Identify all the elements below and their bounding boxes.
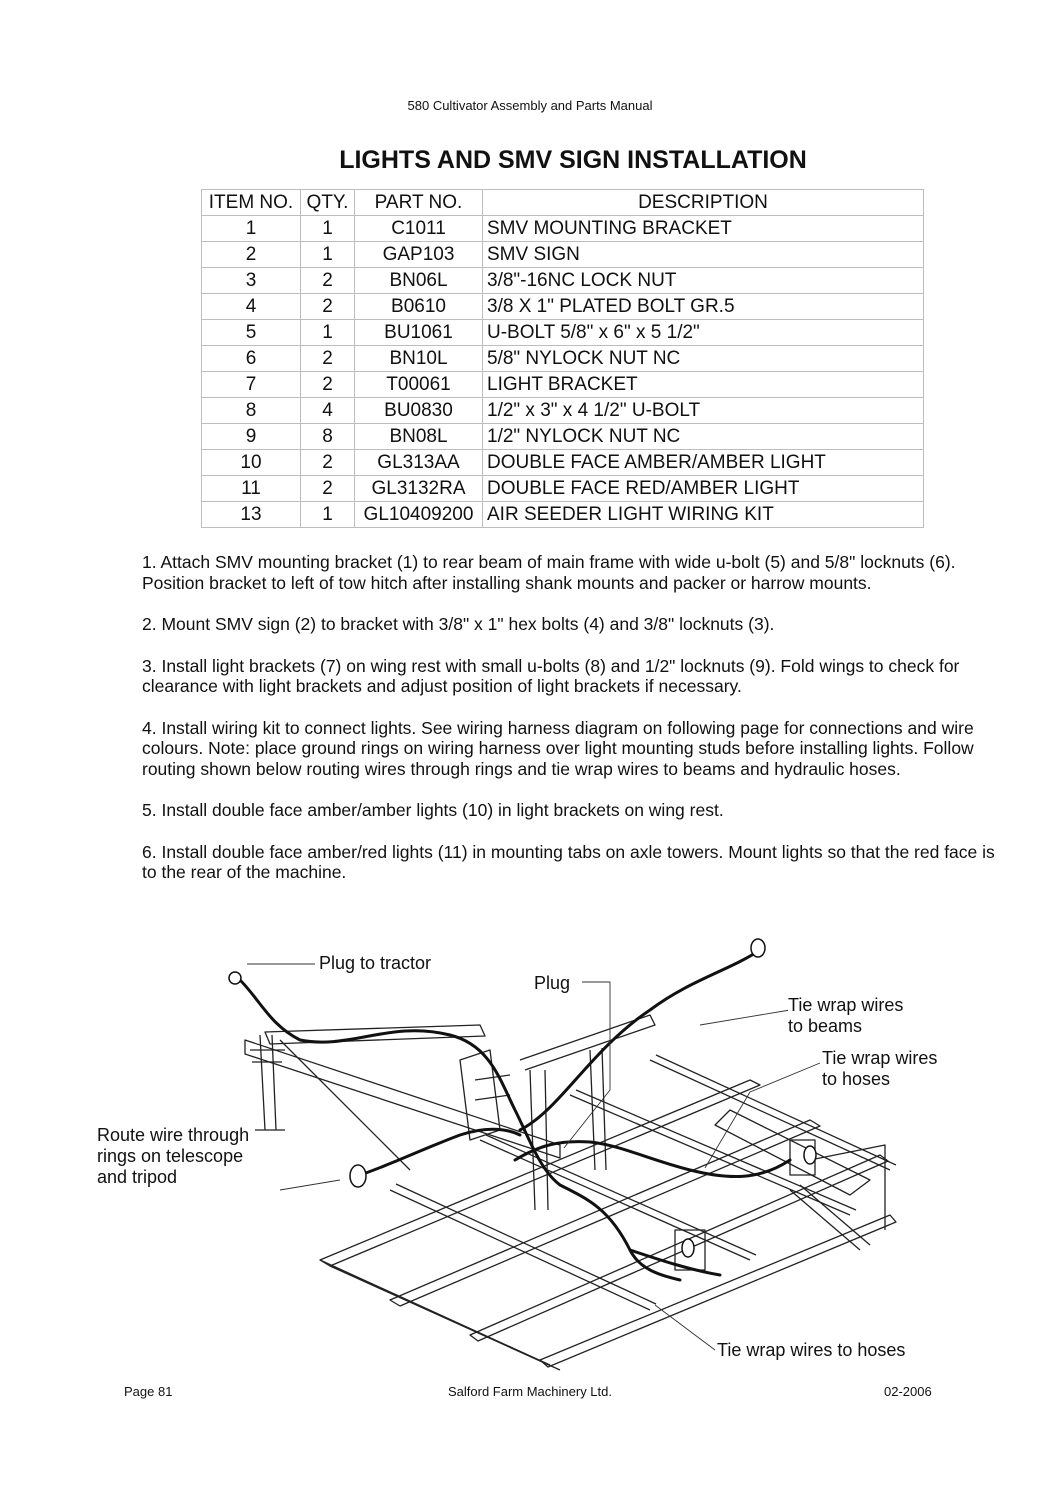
description: LIGHT BRACKET	[483, 372, 924, 398]
manual-header: 580 Cultivator Assembly and Parts Manual	[407, 98, 653, 113]
part-no: C1011	[355, 216, 483, 242]
item-no: 7	[202, 372, 301, 398]
item-no: 6	[202, 346, 301, 372]
description: 1/2" NYLOCK NUT NC	[483, 424, 924, 450]
callout-tie-wrap-hoses-line1: Tie wrap wires	[822, 1048, 938, 1068]
footer-date: 02-2006	[884, 1384, 932, 1399]
description: DOUBLE FACE RED/AMBER LIGHT	[483, 476, 924, 502]
item-no: 10	[202, 450, 301, 476]
description: SMV MOUNTING BRACKET	[483, 216, 924, 242]
description: 3/8 X 1" PLATED BOLT GR.5	[483, 294, 924, 320]
table-row	[202, 346, 924, 372]
callout-tie-wrap-hoses-bottom: Tie wrap wires to hoses	[717, 1340, 906, 1360]
qty: 2	[301, 476, 355, 502]
item-no: 11	[202, 476, 301, 502]
callout-tie-wrap-beams-line2: to beams	[788, 1016, 863, 1036]
table-row	[202, 398, 924, 424]
qty: 1	[301, 242, 355, 268]
callout-route-wire-line1: Route wire through	[97, 1125, 250, 1145]
instruction-step-2: 2. Mount SMV sign (2) to bracket with 3/8" x 1" hex bolts (4) and 3/8" locknuts (3).	[142, 614, 775, 634]
part-no: GL10409200	[355, 502, 483, 528]
item-no: 3	[202, 268, 301, 294]
description: 5/8" NYLOCK NUT NC	[483, 346, 924, 372]
description: 3/8"-16NC LOCK NUT	[483, 268, 924, 294]
callout-route-wire-line2: rings on telescope	[97, 1146, 244, 1166]
table-header-row	[202, 190, 924, 216]
table-row	[202, 372, 924, 398]
header-description: DESCRIPTION	[483, 190, 924, 216]
qty: 1	[301, 320, 355, 346]
part-no: BU1061	[355, 320, 483, 346]
item-no: 9	[202, 424, 301, 450]
table-row	[202, 476, 924, 502]
qty: 1	[301, 216, 355, 242]
callout-tie-wrap-beams-line1: Tie wrap wires	[788, 995, 904, 1015]
table-row	[202, 424, 924, 450]
part-no: T00061	[355, 372, 483, 398]
page-title: LIGHTS AND SMV SIGN INSTALLATION	[339, 146, 807, 174]
part-no: GL3132RA	[355, 476, 483, 502]
part-no: GL313AA	[355, 450, 483, 476]
item-no: 13	[202, 502, 301, 528]
table-row	[202, 502, 924, 528]
table-row	[202, 268, 924, 294]
description: 1/2" x 3" x 4 1/2" U-BOLT	[483, 398, 924, 424]
table-row	[202, 242, 924, 268]
qty: 2	[301, 450, 355, 476]
qty: 8	[301, 424, 355, 450]
wiring-routing-diagram	[90, 930, 960, 1375]
description: SMV SIGN	[483, 242, 924, 268]
qty: 2	[301, 346, 355, 372]
callout-route-wire-line3: and tripod	[97, 1167, 178, 1187]
instruction-step-1: 1. Attach SMV mounting bracket (1) to rear beam of main frame with wide u-bolt (5) and 5/8" locknuts (6). Position bracket to left of tow hitch after installing shank mounts and packer or harrow mounts.	[142, 552, 956, 593]
qty: 1	[301, 502, 355, 528]
description: AIR SEEDER LIGHT WIRING KIT	[483, 502, 924, 528]
item-no: 4	[202, 294, 301, 320]
table-row	[202, 320, 924, 346]
part-no: BN08L	[355, 424, 483, 450]
instruction-step-5: 5. Install double face amber/amber lights (10) in light brackets on wing rest.	[142, 800, 724, 820]
qty: 2	[301, 268, 355, 294]
item-no: 5	[202, 320, 301, 346]
parts-table	[201, 189, 924, 528]
callout-plug: Plug	[534, 973, 571, 993]
item-no: 2	[202, 242, 301, 268]
part-no: BN10L	[355, 346, 483, 372]
instruction-step-6: 6. Install double face amber/red lights (11) in mounting tabs on axle towers. Mount lights so that the red face is to the rear of the machine.	[142, 841, 995, 882]
header-qty: QTY.	[301, 190, 355, 216]
callout-plug-to-tractor: Plug to tractor	[319, 953, 432, 973]
table-row	[202, 450, 924, 476]
instruction-list	[142, 552, 1002, 904]
instruction-step-4: 4. Install wiring kit to connect lights. See wiring harness diagram on following page for connections and wire colours. Note: place ground rings on wiring harness over light mounting studs before installing lights. Follow routing shown below routing wires through rings and tie wrap wires to beams and hydraulic hoses.	[142, 717, 974, 779]
part-no: BU0830	[355, 398, 483, 424]
description: U-BOLT 5/8" x 6" x 5 1/2"	[483, 320, 924, 346]
table-row	[202, 216, 924, 242]
qty: 2	[301, 372, 355, 398]
qty: 2	[301, 294, 355, 320]
description: DOUBLE FACE AMBER/AMBER LIGHT	[483, 450, 924, 476]
instruction-step-3: 3. Install light brackets (7) on wing rest with small u-bolts (8) and 1/2" locknuts (9). Fold wings to check for clearance with light brackets and adjust position of light brackets if necessary.	[142, 655, 960, 696]
header-item-no: ITEM NO.	[202, 190, 301, 216]
part-no: GAP103	[355, 242, 483, 268]
table-row	[202, 294, 924, 320]
footer-company: Salford Farm Machinery Ltd.	[447, 1384, 612, 1399]
footer-page-number: Page 81	[124, 1384, 173, 1399]
qty: 4	[301, 398, 355, 424]
part-no: B0610	[355, 294, 483, 320]
item-no: 1	[202, 216, 301, 242]
part-no: BN06L	[355, 268, 483, 294]
header-part-no: PART NO.	[355, 190, 483, 216]
item-no: 8	[202, 398, 301, 424]
callout-tie-wrap-hoses-line2: to hoses	[822, 1069, 891, 1089]
